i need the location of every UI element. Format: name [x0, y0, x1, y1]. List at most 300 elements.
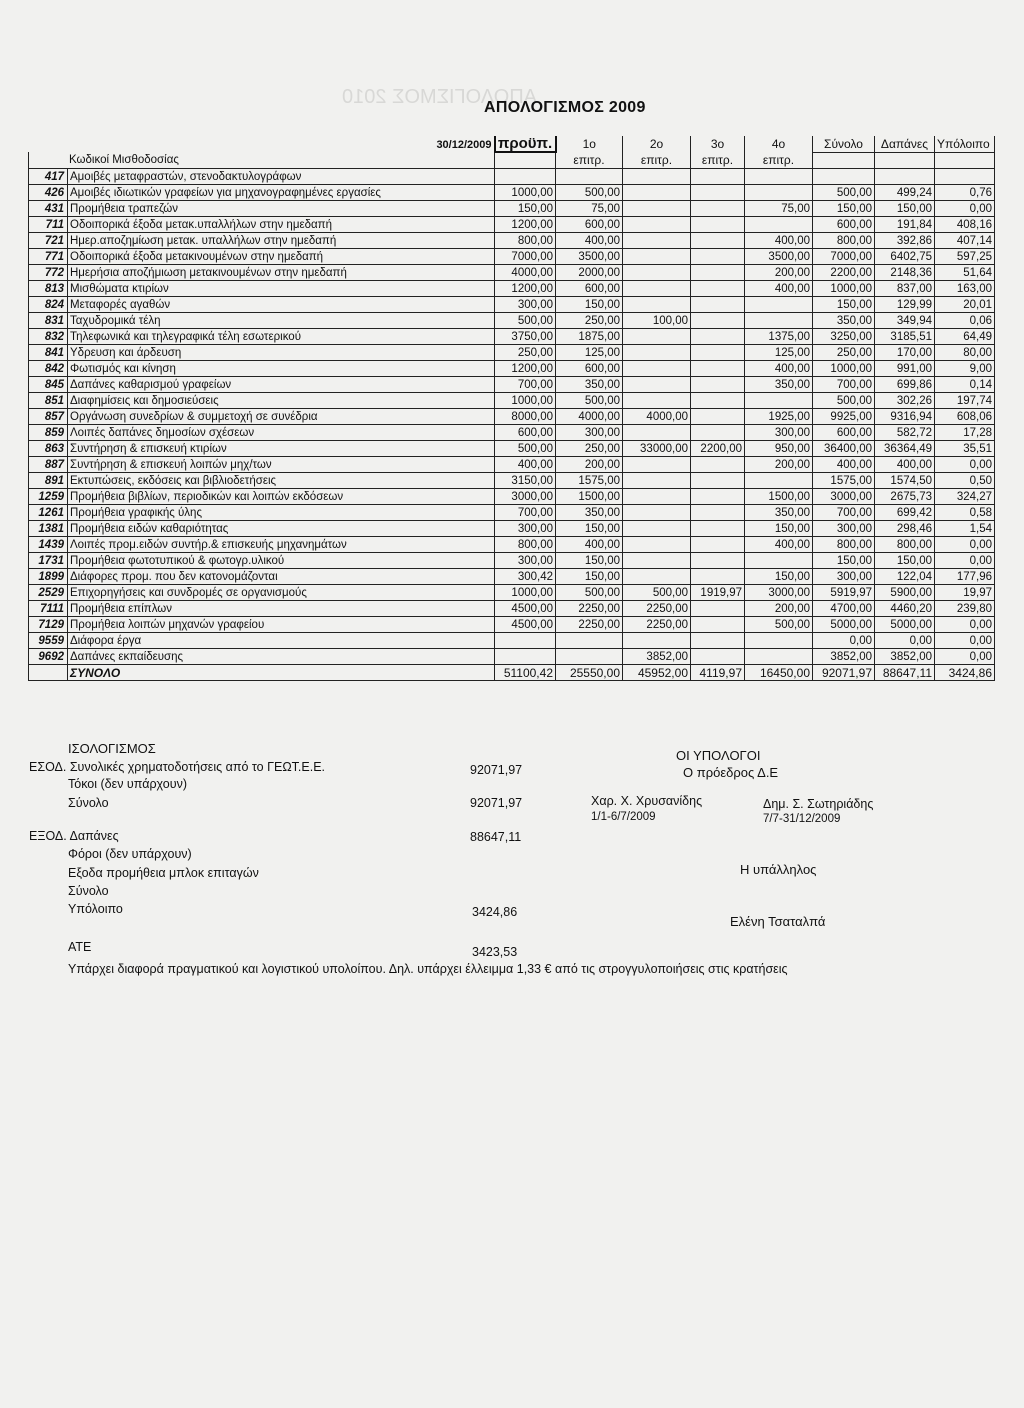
row-code: 857 [29, 409, 68, 425]
row-expenses: 170,00 [875, 345, 935, 361]
table-row [29, 649, 995, 665]
row-total: 150,00 [813, 201, 875, 217]
row-code: 7129 [29, 617, 68, 633]
row-total: 600,00 [813, 425, 875, 441]
row-q1: 600,00 [556, 361, 623, 377]
row-expenses: 36364,49 [875, 441, 935, 457]
row-q2: 500,00 [623, 585, 691, 601]
row-remaining: 1,54 [935, 521, 995, 537]
row-label: Οργάνωση συνεδρίων & συμμετοχή σε συνέδρια [68, 409, 495, 425]
row-q3 [691, 361, 745, 377]
table-row [29, 297, 995, 313]
row-remaining: 163,00 [935, 281, 995, 297]
bank-label: ΑΤΕ [68, 940, 92, 954]
row-remaining: 51,64 [935, 265, 995, 281]
row-total: 1000,00 [813, 361, 875, 377]
row-remaining: 0,06 [935, 313, 995, 329]
person1-period: 1/1-6/7/2009 [591, 811, 656, 823]
row-q1 [556, 633, 623, 649]
row-q2 [623, 489, 691, 505]
table-row [29, 393, 995, 409]
row-total: 5919,97 [813, 585, 875, 601]
total-total: 92071,97 [813, 665, 875, 681]
row-q3 [691, 601, 745, 617]
row-expenses: 2148,36 [875, 265, 935, 281]
row-total: 700,00 [813, 377, 875, 393]
row-label: Λοιπές προμ.ειδών συντήρ.& επισκευής μηχανημάτων [68, 537, 495, 553]
row-budget: 600,00 [495, 425, 556, 441]
row-q3 [691, 297, 745, 313]
row-label: Προμήθεια τραπεζών [68, 201, 495, 217]
row-q3 [691, 281, 745, 297]
row-q3 [691, 249, 745, 265]
row-label: Προμήθεια γραφικής ύλης [68, 505, 495, 521]
header-date: 30/12/2009 [29, 136, 495, 152]
row-budget: 700,00 [495, 505, 556, 521]
row-q2 [623, 217, 691, 233]
row-remaining: 0,50 [935, 473, 995, 489]
income-label: ΕΣΟΔ. Συνολικές χρηματοδοτήσεις από το ΓΕΩΤ.Ε.Ε. [29, 760, 326, 774]
row-total: 700,00 [813, 505, 875, 521]
row-q3 [691, 377, 745, 393]
row-q1: 250,00 [556, 313, 623, 329]
row-remaining: 0,00 [935, 553, 995, 569]
row-code: 9559 [29, 633, 68, 649]
row-remaining: 407,14 [935, 233, 995, 249]
row-budget: 4500,00 [495, 617, 556, 633]
table-row [29, 377, 995, 393]
header-provision-sub [495, 152, 556, 169]
row-code: 771 [29, 249, 68, 265]
sum2-label: Σύνολο [68, 884, 109, 898]
employee-title: Η υπάλληλος [740, 862, 817, 877]
row-q3 [691, 521, 745, 537]
row-budget: 800,00 [495, 537, 556, 553]
row-q2: 3852,00 [623, 649, 691, 665]
row-total: 500,00 [813, 185, 875, 201]
row-expenses [875, 169, 935, 185]
row-code: 832 [29, 329, 68, 345]
row-code: 831 [29, 313, 68, 329]
row-q4 [745, 217, 813, 233]
row-total: 800,00 [813, 233, 875, 249]
row-code: 863 [29, 441, 68, 457]
row-q1: 150,00 [556, 569, 623, 585]
row-q4 [745, 633, 813, 649]
signatures-heading: ΟΙ ΥΠΟΛΟΓΟΙ [676, 748, 761, 763]
row-q1: 150,00 [556, 521, 623, 537]
row-q4 [745, 169, 813, 185]
balance-heading: ΙΣΟΛΟΓΙΣΜΟΣ [68, 741, 156, 756]
row-code: 721 [29, 233, 68, 249]
row-expenses: 4460,20 [875, 601, 935, 617]
row-q3 [691, 313, 745, 329]
header-q3-sub: επιτρ. [691, 152, 745, 169]
table-row [29, 329, 995, 345]
row-expenses: 2675,73 [875, 489, 935, 505]
row-q2 [623, 393, 691, 409]
row-q3 [691, 201, 745, 217]
row-budget [495, 169, 556, 185]
row-budget: 300,00 [495, 521, 556, 537]
header-total: Σύνολο [813, 136, 875, 152]
row-q4: 950,00 [745, 441, 813, 457]
row-label: Φωτισμός και κίνηση [68, 361, 495, 377]
row-remaining: 0,00 [935, 617, 995, 633]
row-total: 3250,00 [813, 329, 875, 345]
table-row [29, 441, 995, 457]
row-q1: 600,00 [556, 217, 623, 233]
row-q4 [745, 393, 813, 409]
header-provision: προϋπ. [495, 136, 556, 152]
total-expenses: 88647,11 [875, 665, 935, 681]
row-expenses: 150,00 [875, 201, 935, 217]
row-q1: 150,00 [556, 553, 623, 569]
row-q1: 3500,00 [556, 249, 623, 265]
row-remaining: 597,25 [935, 249, 995, 265]
table-row [29, 265, 995, 281]
row-remaining: 20,01 [935, 297, 995, 313]
row-expenses: 5000,00 [875, 617, 935, 633]
row-expenses: 6402,75 [875, 249, 935, 265]
row-total: 36400,00 [813, 441, 875, 457]
row-remaining: 0,00 [935, 457, 995, 473]
row-remaining: 35,51 [935, 441, 995, 457]
table-row [29, 425, 995, 441]
table-row [29, 473, 995, 489]
row-q3 [691, 329, 745, 345]
row-q3 [691, 569, 745, 585]
row-q4: 75,00 [745, 201, 813, 217]
row-q4 [745, 649, 813, 665]
row-label: Διάφορα έργα [68, 633, 495, 649]
row-q2 [623, 457, 691, 473]
header-total-sub [813, 152, 875, 169]
row-label: Υδρευση και άρδευση [68, 345, 495, 361]
row-q1: 350,00 [556, 377, 623, 393]
row-q2 [623, 201, 691, 217]
total-remaining: 3424,86 [935, 665, 995, 681]
row-q1 [556, 169, 623, 185]
row-q4: 300,00 [745, 425, 813, 441]
row-q1: 500,00 [556, 185, 623, 201]
row-expenses: 298,46 [875, 521, 935, 537]
row-q3 [691, 265, 745, 281]
row-q4: 1925,00 [745, 409, 813, 425]
row-remaining: 0,00 [935, 537, 995, 553]
row-q3 [691, 409, 745, 425]
row-q3 [691, 537, 745, 553]
row-expenses: 129,99 [875, 297, 935, 313]
row-q4: 200,00 [745, 265, 813, 281]
row-code: 851 [29, 393, 68, 409]
row-expenses: 302,26 [875, 393, 935, 409]
row-label: Προμήθεια βιβλίων, περιοδικών και λοιπών εκδόσεων [68, 489, 495, 505]
row-q3 [691, 169, 745, 185]
row-q2: 33000,00 [623, 441, 691, 457]
row-code: 1259 [29, 489, 68, 505]
row-budget: 4000,00 [495, 265, 556, 281]
remaining-label: Υπόλοιπο [68, 902, 123, 916]
row-label: Λοιπές δαπάνες δημοσίων σχέσεων [68, 425, 495, 441]
row-code: 1261 [29, 505, 68, 521]
person2-period: 7/7-31/12/2009 [763, 813, 841, 825]
header-q4-sub: επιτρ. [745, 152, 813, 169]
row-expenses: 191,84 [875, 217, 935, 233]
total-q3: 4119,97 [691, 665, 745, 681]
row-remaining: 608,06 [935, 409, 995, 425]
row-code: 2529 [29, 585, 68, 601]
row-total: 600,00 [813, 217, 875, 233]
row-code: 824 [29, 297, 68, 313]
row-expenses: 991,00 [875, 361, 935, 377]
row-q1: 2000,00 [556, 265, 623, 281]
row-remaining: 0,76 [935, 185, 995, 201]
row-label: Προμήθεια φωτοτυπικού & φωτογρ.υλικού [68, 553, 495, 569]
row-q4: 1375,00 [745, 329, 813, 345]
table-header-row-2 [29, 152, 995, 169]
row-expenses: 837,00 [875, 281, 935, 297]
table-row [29, 249, 995, 265]
table-row [29, 345, 995, 361]
row-q1: 1875,00 [556, 329, 623, 345]
row-budget: 4500,00 [495, 601, 556, 617]
row-remaining: 9,00 [935, 361, 995, 377]
table-row [29, 217, 995, 233]
row-budget: 250,00 [495, 345, 556, 361]
table-row [29, 281, 995, 297]
header-q1: 1ο [556, 136, 623, 152]
total-row [29, 665, 995, 681]
row-code: 1731 [29, 553, 68, 569]
row-expenses: 699,86 [875, 377, 935, 393]
row-q3 [691, 345, 745, 361]
row-q2 [623, 521, 691, 537]
table-row [29, 585, 995, 601]
row-q1: 500,00 [556, 393, 623, 409]
row-q2 [623, 281, 691, 297]
row-q3 [691, 233, 745, 249]
row-total: 3000,00 [813, 489, 875, 505]
row-q1: 600,00 [556, 281, 623, 297]
header-q3: 3ο [691, 136, 745, 152]
row-q4: 400,00 [745, 233, 813, 249]
page-title: ΑΠΟΛΟΓΙΣΜΟΣ 2009 [484, 99, 646, 116]
sum1-label: Σύνολο [68, 796, 109, 810]
row-q4: 200,00 [745, 601, 813, 617]
row-q3 [691, 393, 745, 409]
row-budget: 300,00 [495, 297, 556, 313]
table-row [29, 169, 995, 185]
row-code: 417 [29, 169, 68, 185]
row-q1: 2250,00 [556, 617, 623, 633]
row-q2 [623, 537, 691, 553]
row-q3 [691, 185, 745, 201]
total-q4: 16450,00 [745, 665, 813, 681]
row-q4: 400,00 [745, 361, 813, 377]
table-row [29, 553, 995, 569]
row-q3 [691, 633, 745, 649]
row-code: 859 [29, 425, 68, 441]
row-expenses: 3185,51 [875, 329, 935, 345]
block-label: Εξοδα προμήθεια μπλοκ επιταγών [68, 866, 259, 880]
row-code: 1381 [29, 521, 68, 537]
row-q4 [745, 473, 813, 489]
row-q1: 1500,00 [556, 489, 623, 505]
row-q2 [623, 361, 691, 377]
row-q2: 4000,00 [623, 409, 691, 425]
difference-note: Υπάρχει διαφορά πραγματικού και λογιστικού υπολοίπου. Δηλ. υπάρχει έλλειμμα 1,33 € από τις στρογγυλοποιήσεις στις κρατήσεις [68, 962, 788, 976]
row-q2 [623, 425, 691, 441]
row-label: Διαφημίσεις και δημοσιεύσεις [68, 393, 495, 409]
row-remaining: 408,16 [935, 217, 995, 233]
row-q4: 3000,00 [745, 585, 813, 601]
row-q3 [691, 617, 745, 633]
table-row [29, 313, 995, 329]
row-code: 845 [29, 377, 68, 393]
row-label: Συντήρηση & επισκευή λοιπών μηχ/των [68, 457, 495, 473]
row-q2: 100,00 [623, 313, 691, 329]
row-expenses: 392,86 [875, 233, 935, 249]
row-q1: 350,00 [556, 505, 623, 521]
row-total: 1575,00 [813, 473, 875, 489]
row-remaining: 324,27 [935, 489, 995, 505]
row-remaining: 197,74 [935, 393, 995, 409]
row-q3: 1919,97 [691, 585, 745, 601]
row-q1: 4000,00 [556, 409, 623, 425]
row-label: Αμοιβές μεταφραστών, στενοδακτυλογράφων [68, 169, 495, 185]
row-q1: 150,00 [556, 297, 623, 313]
row-label: Προμήθεια επίπλων [68, 601, 495, 617]
table-row [29, 409, 995, 425]
header-remaining-sub [935, 152, 995, 169]
row-remaining: 0,00 [935, 201, 995, 217]
remaining-value: 3424,86 [472, 905, 518, 919]
row-q3 [691, 473, 745, 489]
row-q3: 2200,00 [691, 441, 745, 457]
row-budget: 300,00 [495, 553, 556, 569]
row-q2 [623, 377, 691, 393]
row-total: 150,00 [813, 553, 875, 569]
row-budget: 1000,00 [495, 185, 556, 201]
row-remaining: 19,97 [935, 585, 995, 601]
total-q2: 45952,00 [623, 665, 691, 681]
table-header-row-1 [29, 136, 995, 152]
row-q1: 300,00 [556, 425, 623, 441]
row-expenses: 9316,94 [875, 409, 935, 425]
row-q4 [745, 297, 813, 313]
expense-value: 88647,11 [470, 830, 522, 844]
header-remaining: Υπόλοιπο [935, 136, 995, 152]
row-budget: 1000,00 [495, 393, 556, 409]
row-label: Αμοιβές ιδιωτικών γραφείων για μηχανογραφημένες εργασίες [68, 185, 495, 201]
row-total: 800,00 [813, 537, 875, 553]
income-value: 92071,97 [470, 763, 523, 777]
row-budget [495, 633, 556, 649]
table-row [29, 489, 995, 505]
sum1-value: 92071,97 [470, 796, 523, 810]
row-budget: 500,00 [495, 313, 556, 329]
row-q2: 2250,00 [623, 617, 691, 633]
row-q2 [623, 569, 691, 585]
row-label: Μισθώματα κτιρίων [68, 281, 495, 297]
table-row [29, 537, 995, 553]
table-row [29, 601, 995, 617]
row-q1: 2250,00 [556, 601, 623, 617]
row-q1: 500,00 [556, 585, 623, 601]
row-q1 [556, 649, 623, 665]
row-total [813, 169, 875, 185]
row-q3 [691, 425, 745, 441]
table-row [29, 633, 995, 649]
row-budget: 3150,00 [495, 473, 556, 489]
employee-name: Ελένη Τσαταλπά [730, 914, 826, 929]
expense-label: ΕΞΟΔ. Δαπάνες [29, 829, 119, 843]
row-budget: 1200,00 [495, 217, 556, 233]
table-row [29, 505, 995, 521]
row-total: 7000,00 [813, 249, 875, 265]
interest-label: Τόκοι (δεν υπάρχουν) [68, 777, 187, 791]
row-budget: 500,00 [495, 441, 556, 457]
row-code: 1899 [29, 569, 68, 585]
header-q1-sub: επιτρ. [556, 152, 623, 169]
row-label: Δαπάνες εκπαίδευσης [68, 649, 495, 665]
row-budget: 3000,00 [495, 489, 556, 505]
row-q1: 400,00 [556, 537, 623, 553]
header-codes: Κωδικοί Μισθοδοσίας [29, 152, 495, 169]
row-q4: 400,00 [745, 537, 813, 553]
table-row [29, 569, 995, 585]
row-label: Διάφορες προμ. που δεν κατονομάζονται [68, 569, 495, 585]
row-total: 9925,00 [813, 409, 875, 425]
row-label: Οδοιπορικά έξοδα μετακινουμένων στην ημεδαπή [68, 249, 495, 265]
row-total: 350,00 [813, 313, 875, 329]
row-budget [495, 649, 556, 665]
row-total: 3852,00 [813, 649, 875, 665]
row-q4 [745, 313, 813, 329]
row-q4: 400,00 [745, 281, 813, 297]
row-label: Προμήθεια ειδών καθαριότητας [68, 521, 495, 537]
row-total: 0,00 [813, 633, 875, 649]
row-label: Δαπάνες καθαρισμού γραφείων [68, 377, 495, 393]
total-label: ΣΥΝΟΛΟ [68, 665, 495, 681]
row-q2 [623, 553, 691, 569]
row-expenses: 1574,50 [875, 473, 935, 489]
row-budget: 400,00 [495, 457, 556, 473]
row-q4: 150,00 [745, 569, 813, 585]
bleed-through-title: ΑΠΟΛΟΓΙΣΜΟΣ 2010 [342, 86, 538, 108]
row-remaining: 64,49 [935, 329, 995, 345]
row-remaining: 0,14 [935, 377, 995, 393]
row-expenses: 0,00 [875, 633, 935, 649]
row-q1: 250,00 [556, 441, 623, 457]
row-remaining [935, 169, 995, 185]
row-code: 891 [29, 473, 68, 489]
row-code: 431 [29, 201, 68, 217]
row-total: 2200,00 [813, 265, 875, 281]
row-q4: 350,00 [745, 505, 813, 521]
total-q1: 25550,00 [556, 665, 623, 681]
row-q1: 400,00 [556, 233, 623, 249]
row-expenses: 349,94 [875, 313, 935, 329]
row-remaining: 239,80 [935, 601, 995, 617]
row-code: 7111 [29, 601, 68, 617]
row-label: Τηλεφωνικά και τηλεγραφικά τέλη εσωτερικού [68, 329, 495, 345]
row-label: Ταχυδρομικά τέλη [68, 313, 495, 329]
row-budget: 8000,00 [495, 409, 556, 425]
row-remaining: 17,28 [935, 425, 995, 441]
header-q4: 4ο [745, 136, 813, 152]
